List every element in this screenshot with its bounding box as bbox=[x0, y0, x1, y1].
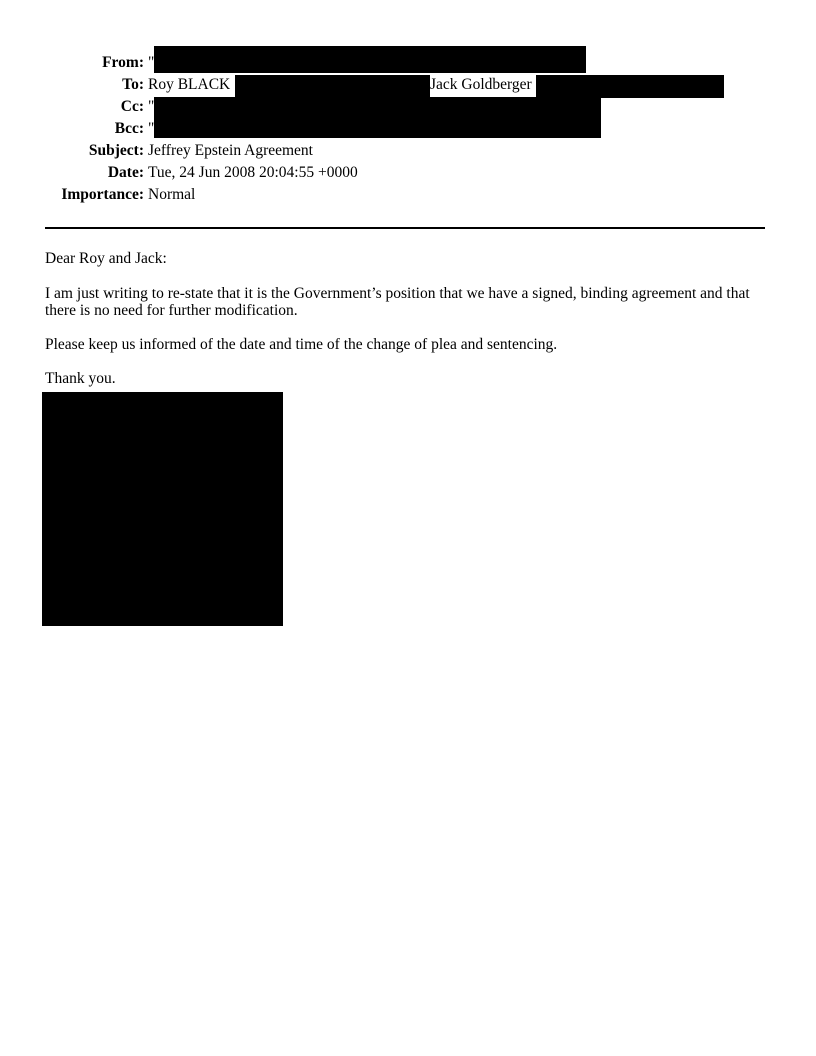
importance-label: Importance: bbox=[61, 186, 144, 203]
to-label: To: bbox=[122, 76, 144, 93]
to-name-jack: Jack Goldberger bbox=[430, 76, 532, 93]
cc-value: " bbox=[148, 98, 155, 115]
from-value: " bbox=[148, 54, 155, 71]
importance-value: Normal bbox=[148, 186, 196, 203]
cc-label: Cc: bbox=[120, 98, 144, 115]
to-name-roy: Roy BLACK bbox=[148, 76, 231, 93]
closing: Thank you. bbox=[45, 370, 116, 387]
to-redaction-2 bbox=[536, 75, 724, 98]
bcc-redaction bbox=[154, 117, 601, 138]
bcc-label: Bcc: bbox=[114, 120, 144, 137]
to-redaction-1 bbox=[235, 75, 430, 98]
greeting: Dear Roy and Jack: bbox=[45, 250, 167, 267]
date-label: Date: bbox=[107, 164, 144, 181]
cc-redaction bbox=[154, 97, 601, 119]
subject-label: Subject: bbox=[88, 142, 144, 159]
header-divider bbox=[45, 227, 765, 229]
bcc-value: " bbox=[148, 120, 155, 137]
from-redaction bbox=[154, 46, 586, 73]
body-paragraph-1: I am just writing to re-state that it is the Government’s position that we have a signed, binding agreement and that there is no need for further modification. bbox=[45, 285, 750, 319]
signature-redaction bbox=[42, 392, 283, 626]
from-label: From: bbox=[102, 54, 144, 71]
body-paragraph-2: Please keep us informed of the date and time of the change of plea and sentencing. bbox=[45, 336, 558, 353]
date-value: Tue, 24 Jun 2008 20:04:55 +0000 bbox=[148, 164, 358, 181]
subject-value: Jeffrey Epstein Agreement bbox=[148, 142, 313, 159]
